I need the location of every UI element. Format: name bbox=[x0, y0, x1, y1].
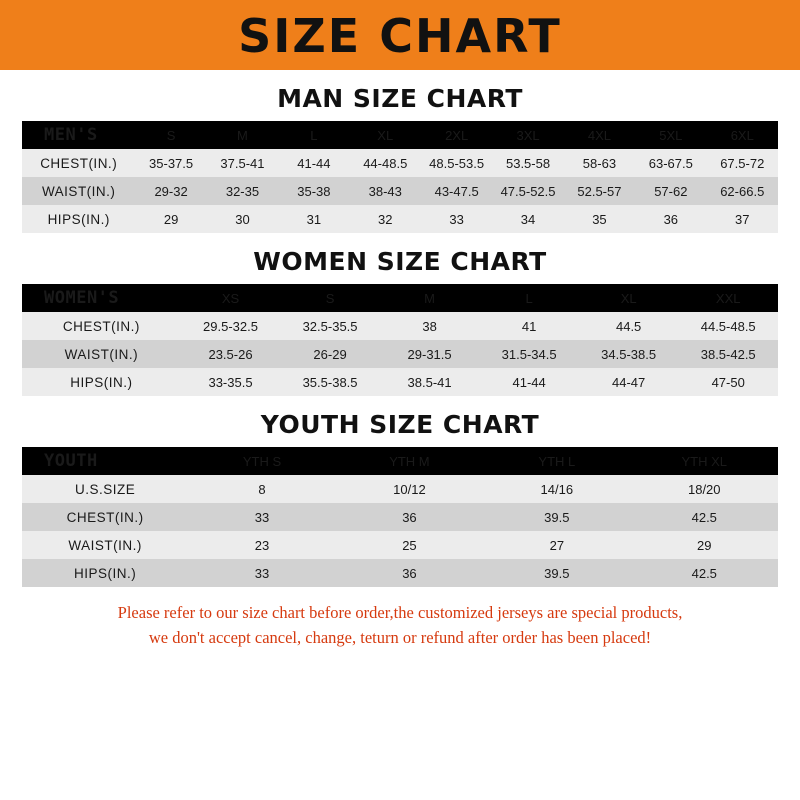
table-row bbox=[22, 340, 778, 368]
men-chest-4xl: 58-63 bbox=[582, 155, 617, 171]
footer-note bbox=[0, 601, 800, 651]
table-row bbox=[22, 559, 778, 587]
youth-header-l: YTH L bbox=[538, 453, 576, 469]
youth-ussize-l: 14/16 bbox=[540, 481, 574, 497]
men-chest-6xl: 67.5-72 bbox=[720, 155, 765, 171]
men-waist-2xl: 43-47.5 bbox=[434, 183, 479, 199]
men-waist-4xl: 52.5-57 bbox=[577, 183, 622, 199]
men-hips-l: 31 bbox=[306, 211, 322, 227]
women-chest-s: 32.5-35.5 bbox=[302, 318, 358, 334]
women-chest-xl: 44.5 bbox=[615, 318, 642, 334]
women-chest-l: 41 bbox=[521, 318, 537, 334]
men-header-l: L bbox=[310, 127, 318, 143]
youth-header-label: YOUTH bbox=[44, 451, 98, 471]
men-chest-3xl: 53.5-58 bbox=[505, 155, 551, 171]
men-header-2xl: 2XL bbox=[445, 127, 469, 143]
men-chest-s: 35-37.5 bbox=[149, 155, 194, 171]
men-header-xl: XL bbox=[377, 127, 394, 143]
youth-hips-s: 33 bbox=[254, 565, 270, 581]
women-row-label-hips: HIPS(IN.) bbox=[70, 374, 133, 390]
women-header-xs: XS bbox=[221, 290, 240, 306]
women-waist-xxl: 38.5-42.5 bbox=[700, 346, 756, 362]
youth-table-head bbox=[22, 447, 778, 475]
men-waist-5xl: 57-62 bbox=[654, 183, 688, 199]
men-hips-m: 30 bbox=[235, 211, 250, 227]
women-chest-xs: 29.5-32.5 bbox=[203, 318, 258, 334]
page-title: SIZE CHART bbox=[238, 9, 562, 63]
men-chest-xl: 44-48.5 bbox=[363, 155, 408, 171]
women-table-head bbox=[22, 284, 778, 312]
women-waist-s: 26-29 bbox=[313, 346, 347, 362]
men-section bbox=[0, 84, 800, 233]
youth-ussize-m: 10/12 bbox=[393, 481, 426, 497]
men-table-body bbox=[22, 149, 778, 233]
men-row-label-waist: WAIST(IN.) bbox=[41, 183, 116, 199]
men-size-table bbox=[22, 121, 778, 233]
youth-section-title: YOUTH SIZE CHART bbox=[260, 410, 540, 439]
women-hips-l: 41-44 bbox=[512, 374, 546, 390]
women-chest-m: 38 bbox=[422, 318, 437, 334]
men-chest-5xl: 63-67.5 bbox=[648, 155, 693, 171]
women-header-label: WOMEN'S bbox=[44, 288, 120, 308]
men-header-3xl: 3XL bbox=[516, 127, 540, 143]
youth-waist-m: 25 bbox=[402, 537, 417, 553]
men-hips-s: 29 bbox=[163, 211, 179, 227]
women-table-body bbox=[22, 312, 778, 396]
men-waist-m: 32-35 bbox=[225, 183, 260, 199]
men-hips-6xl: 37 bbox=[735, 211, 750, 227]
table-row bbox=[22, 312, 778, 340]
men-header-s: S bbox=[166, 127, 176, 143]
table-header-row bbox=[22, 447, 778, 475]
men-section-title: MAN SIZE CHART bbox=[277, 84, 523, 113]
men-hips-2xl: 33 bbox=[449, 211, 464, 227]
men-header-m: M bbox=[237, 127, 248, 143]
table-row bbox=[22, 531, 778, 559]
youth-waist-s: 23 bbox=[254, 537, 270, 553]
men-hips-4xl: 35 bbox=[592, 211, 607, 227]
youth-hips-m: 36 bbox=[402, 565, 417, 581]
women-hips-m: 38.5-41 bbox=[407, 374, 452, 390]
women-waist-l: 31.5-34.5 bbox=[501, 346, 557, 362]
men-header-label: MEN'S bbox=[44, 125, 98, 145]
women-chest-xxl: 44.5-48.5 bbox=[700, 318, 756, 334]
youth-header-xl: YTH XL bbox=[681, 453, 728, 469]
youth-waist-l: 27 bbox=[549, 537, 565, 553]
youth-ussize-xl: 18/20 bbox=[687, 481, 721, 497]
women-size-table bbox=[22, 284, 778, 396]
women-hips-xs: 33-35.5 bbox=[208, 374, 253, 390]
footer-note-line-1: Please refer to our size chart before order,the customized jerseys are special products, bbox=[117, 603, 683, 622]
youth-row-label-chest: CHEST(IN.) bbox=[66, 509, 144, 525]
men-hips-5xl: 36 bbox=[663, 211, 679, 227]
youth-hips-l: 39.5 bbox=[544, 565, 570, 581]
women-section bbox=[0, 247, 800, 396]
youth-section bbox=[0, 410, 800, 587]
women-waist-m: 29-31.5 bbox=[407, 346, 452, 362]
women-header-xl: XL bbox=[620, 290, 637, 306]
table-header-row bbox=[22, 284, 778, 312]
men-waist-xl: 38-43 bbox=[368, 183, 402, 199]
women-header-xxl: XXL bbox=[715, 290, 741, 306]
table-row bbox=[22, 205, 778, 233]
youth-hips-xl: 42.5 bbox=[691, 565, 717, 581]
page-banner bbox=[0, 0, 800, 70]
youth-waist-xl: 29 bbox=[697, 537, 712, 553]
youth-chest-s: 33 bbox=[254, 509, 270, 525]
men-chest-l: 41-44 bbox=[297, 155, 331, 171]
women-header-l: L bbox=[525, 290, 533, 306]
men-waist-l: 35-38 bbox=[297, 183, 331, 199]
youth-header-s: YTH S bbox=[242, 453, 282, 469]
men-table-head bbox=[22, 121, 778, 149]
youth-table-body bbox=[22, 475, 778, 587]
women-hips-xxl: 47-50 bbox=[711, 374, 745, 390]
men-waist-3xl: 47.5-52.5 bbox=[500, 183, 556, 199]
men-chest-2xl: 48.5-53.5 bbox=[429, 155, 485, 171]
women-row-label-chest: CHEST(IN.) bbox=[62, 318, 140, 334]
men-chest-m: 37.5-41 bbox=[220, 155, 265, 171]
men-header-5xl: 5XL bbox=[659, 127, 683, 143]
women-row-label-waist: WAIST(IN.) bbox=[64, 346, 139, 362]
table-row bbox=[22, 149, 778, 177]
table-header-row bbox=[22, 121, 778, 149]
table-row bbox=[22, 475, 778, 503]
women-hips-xl: 44-47 bbox=[612, 374, 646, 390]
youth-size-table bbox=[22, 447, 778, 587]
youth-row-label-waist: WAIST(IN.) bbox=[68, 537, 142, 553]
men-row-label-hips: HIPS(IN.) bbox=[47, 211, 110, 227]
youth-header-m: YTH M bbox=[389, 453, 430, 469]
women-section-title: WOMEN SIZE CHART bbox=[253, 247, 547, 276]
footer-note-line-2: we don't accept cancel, change, teturn or refund after order has been placed! bbox=[148, 627, 652, 647]
youth-chest-l: 39.5 bbox=[544, 509, 570, 525]
women-header-s: S bbox=[325, 290, 335, 306]
men-row-label-chest: CHEST(IN.) bbox=[40, 155, 118, 171]
men-waist-6xl: 62-66.5 bbox=[720, 183, 765, 199]
men-waist-s: 29-32 bbox=[154, 183, 188, 199]
youth-row-label-ussize: U.S.SIZE bbox=[75, 481, 136, 497]
youth-chest-m: 36 bbox=[402, 509, 417, 525]
women-hips-s: 35.5-38.5 bbox=[302, 374, 358, 390]
youth-row-label-hips: HIPS(IN.) bbox=[74, 565, 137, 581]
table-row bbox=[22, 503, 778, 531]
table-row bbox=[22, 368, 778, 396]
women-header-m: M bbox=[424, 290, 435, 306]
women-waist-xl: 34.5-38.5 bbox=[601, 346, 657, 362]
men-hips-3xl: 34 bbox=[520, 211, 536, 227]
youth-ussize-s: 8 bbox=[258, 481, 266, 497]
table-row bbox=[22, 177, 778, 205]
men-header-4xl: 4XL bbox=[587, 127, 611, 143]
women-waist-xs: 23.5-26 bbox=[208, 346, 253, 362]
youth-chest-xl: 42.5 bbox=[691, 509, 717, 525]
men-hips-xl: 32 bbox=[378, 211, 393, 227]
men-header-6xl: 6XL bbox=[730, 127, 754, 143]
